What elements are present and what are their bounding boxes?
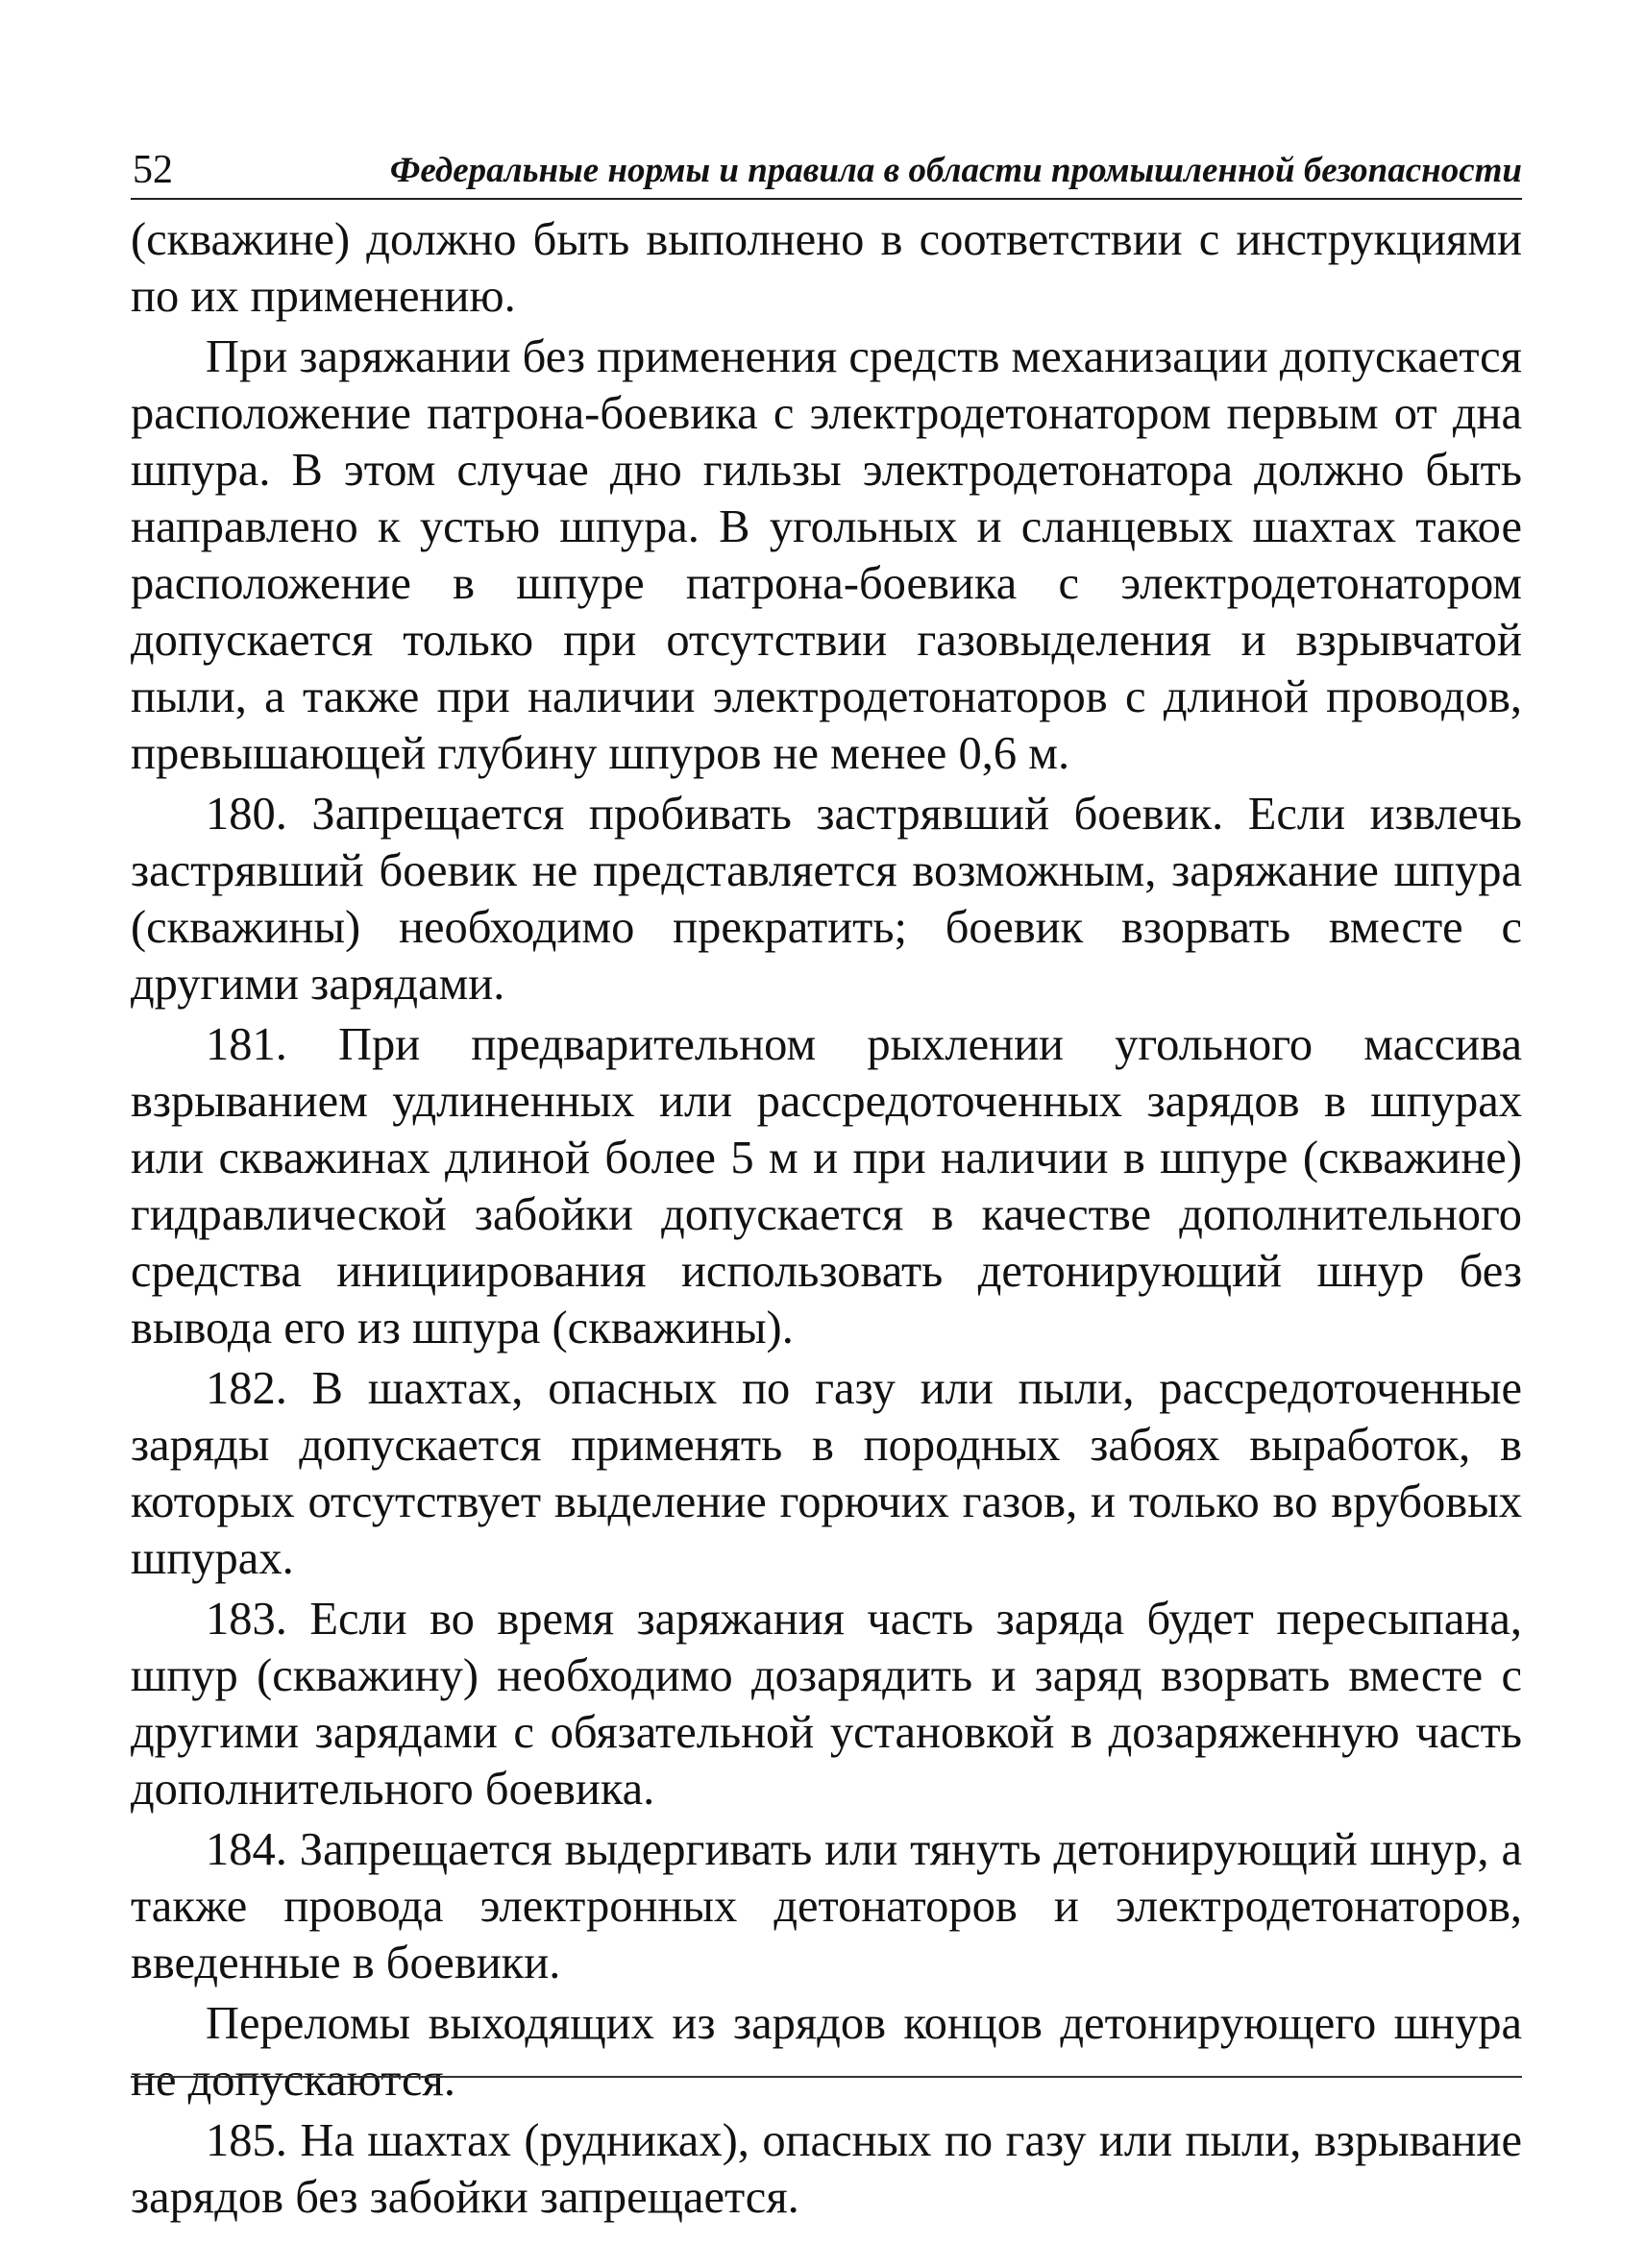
document-body xyxy=(131,200,1522,2226)
paragraph-item-181: 181. При предварительном рыхлении угольного массива взрыванием удлиненных или рассредоточенных зарядов в шпурах или скважинах длиной более 5 м и при наличии в шпуре (скважине) гидравлической забойки допускается в качестве дополнительного средства инициирования использовать детонирующий шнур без вывода его из шпура (скважины). xyxy=(131,1019,1522,1353)
running-title: Федеральные нормы и правила в области промышленной безопасности xyxy=(389,151,1522,190)
paragraph-item-182: 182. В шахтах, опасных по газу или пыли, рассредоточенные заряды допускается применять в породных забоях выработок, в которых отсутствует выделение горючих газов, и только во врубовых шпурах. xyxy=(131,1363,1522,1584)
page-header xyxy=(131,144,1522,200)
document-page xyxy=(131,144,1522,2230)
paragraph-item-180: 180. Запрещается пробивать застрявший боевик. Если извлечь застрявший боевик не представляется возможным, заряжание шпура (скважины) необходимо прекратить; боевик взорвать вместе с другими зарядами. xyxy=(131,789,1522,1010)
page-number: 52 xyxy=(133,148,173,192)
paragraph: Переломы выходящих из зарядов концов детонирующего шнура не допускаются. xyxy=(131,1998,1522,2106)
footer-rule xyxy=(131,2076,1522,2078)
paragraph-continuation: (скважине) должно быть выполнено в соответствии с инструкциями по их применению. xyxy=(131,214,1522,322)
paragraph-item-183: 183. Если во время заряжания часть заряда будет пересыпана, шпур (скважину) необходимо дозарядить и заряд взорвать вместе с другими зарядами с обязательной установкой в дозаряженную часть дополнительного боевика. xyxy=(131,1594,1522,1815)
paragraph-item-184: 184. Запрещается выдергивать или тянуть детонирующий шнур, а также провода электронных детонаторов и электродетонаторов, введенные в боевики. xyxy=(131,1824,1522,1988)
paragraph-item-185: 185. На шахтах (рудниках), опасных по газу или пыли, взрывание зарядов без забойки запрещается. xyxy=(131,2115,1522,2223)
paragraph: При заряжании без применения средств механизации допускается расположение патрона-боевика с электродетонатором первым от дна шпура. В этом случае дно гильзы электродетонатора должно быть направлено к устью шпура. В угольных и сланцевых шахтах такое расположение в шпуре патрона-боевика с электродетонатором допускается только при отсутствии газовыделения и взрывчатой пыли, а также при наличии электродетонаторов с длиной проводов, превышающей глубину шпуров не менее 0,6 м. xyxy=(131,331,1522,779)
